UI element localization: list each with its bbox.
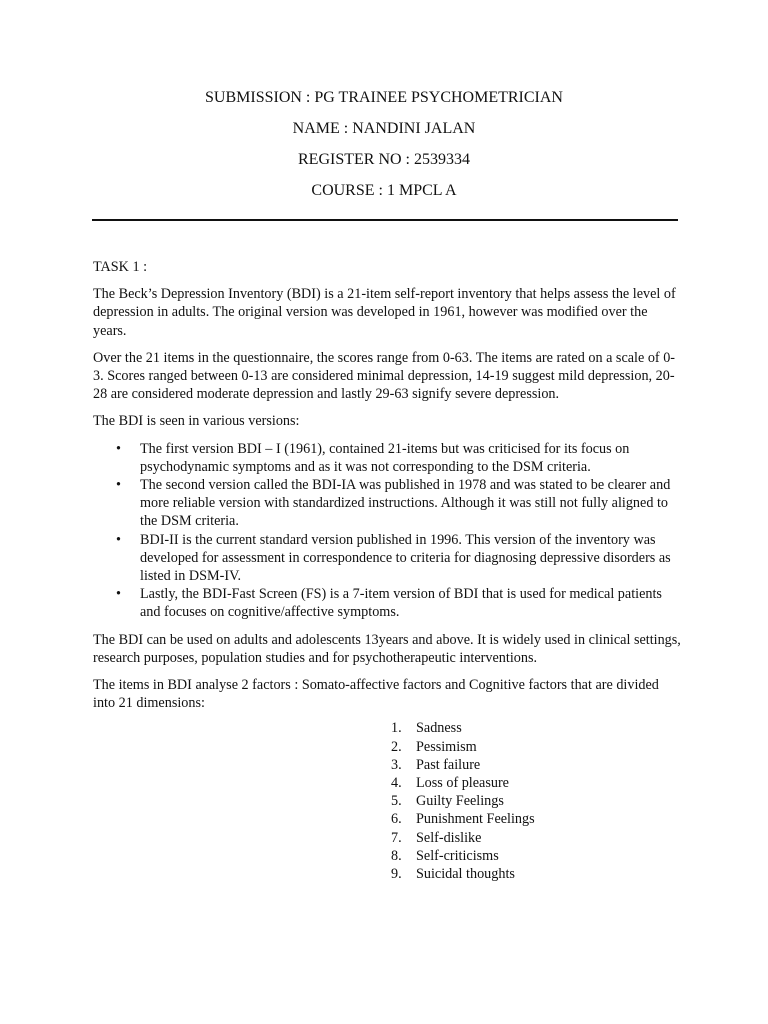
- dimension-item: [391, 829, 651, 847]
- task-heading: TASK 1 :: [93, 259, 148, 275]
- bullet-item: • BDI-II is the current standard version published in 1996. This version of the inventory was developed for assessment in correspondence to criteria for diagnosing depressive disorders as listed in DSM-IV.: [93, 531, 683, 586]
- dimension-number: 1.: [391, 720, 402, 737]
- dimension-number: 2.: [391, 738, 402, 755]
- dimension-label: Guilty Feelings: [416, 793, 504, 810]
- course-name: COURSE : 1 MPCL A: [311, 182, 457, 199]
- paragraph-versions-intro: The BDI is seen in various versions:: [93, 413, 300, 430]
- dimensions-list: [391, 719, 651, 883]
- dimension-label: Pessimism: [416, 738, 477, 755]
- dimension-label: Past failure: [416, 756, 481, 773]
- dimension-item: [391, 810, 651, 828]
- dimension-item: [391, 756, 651, 774]
- versions-bullet-list: [93, 440, 683, 622]
- dimension-item: [391, 792, 651, 810]
- dimension-item: [391, 738, 651, 756]
- dimension-number: 5.: [391, 793, 402, 810]
- register-number: REGISTER NO : 2539334: [298, 151, 470, 168]
- dimension-number: 8.: [391, 847, 402, 864]
- dimension-item: [391, 774, 651, 792]
- dimension-item: [391, 865, 651, 883]
- bullet-item: • The second version called the BDI-IA was published in 1978 and was stated to be clearer and more reliable version with standardized instructions. Although it was still not fully aligned to the DSM criteria.: [93, 476, 683, 531]
- dimension-label: Sadness: [416, 720, 462, 737]
- dimension-label: Loss of pleasure: [416, 775, 509, 792]
- dimension-label: Punishment Feelings: [416, 811, 535, 828]
- dimension-number: 6.: [391, 811, 402, 828]
- bullet-item: • Lastly, the BDI-Fast Screen (FS) is a 7-item version of BDI that is used for medical patients and focuses on cognitive/affective symptoms.: [93, 585, 683, 621]
- dimension-number: 9.: [391, 866, 402, 883]
- dimension-item: [391, 847, 651, 865]
- dimension-item: [391, 719, 651, 737]
- paragraph-usage: The BDI can be used on adults and adolescents 13years and above. It is widely used in clinical settings, research purposes, population studies and for psychotherapeutic interventions.: [93, 631, 681, 666]
- paragraph-scoring: Over the 21 items in the questionnaire, the scores range from 0-63. The items are rated on a scale of 0-3. Scores ranged between 0-13 are considered minimal depression, 14-19 suggest mild depression, 20-28 are considered moderate depression and lastly 29-63 signify severe depression.: [93, 349, 676, 403]
- dimension-number: 7.: [391, 829, 402, 846]
- paragraph-intro: The Beck’s Depression Inventory (BDI) is a 21-item self-report inventory that helps assess the level of depression in adults. The original version was developed in 1961, however was modified over the years.: [93, 286, 676, 339]
- header-divider: [92, 219, 678, 221]
- student-name: NAME : NANDINI JALAN: [292, 120, 476, 137]
- dimension-label: Suicidal thoughts: [416, 866, 515, 883]
- dimension-number: 4.: [391, 775, 402, 792]
- submission-title: SUBMISSION : PG TRAINEE PSYCHOMETRICIAN: [205, 89, 563, 106]
- dimension-number: 3.: [391, 756, 402, 773]
- bullet-item: • The first version BDI – I (1961), contained 21-items but was criticised for its focus on psychodynamic symptoms and as it was not corresponding to the DSM criteria.: [93, 440, 683, 476]
- dimension-label: Self-dislike: [416, 829, 482, 846]
- paragraph-factors: The items in BDI analyse 2 factors : Somato-affective factors and Cognitive factors that are divided into 21 dimensions:: [93, 677, 659, 712]
- document-body: [93, 258, 683, 883]
- dimension-label: Self-criticisms: [416, 847, 499, 864]
